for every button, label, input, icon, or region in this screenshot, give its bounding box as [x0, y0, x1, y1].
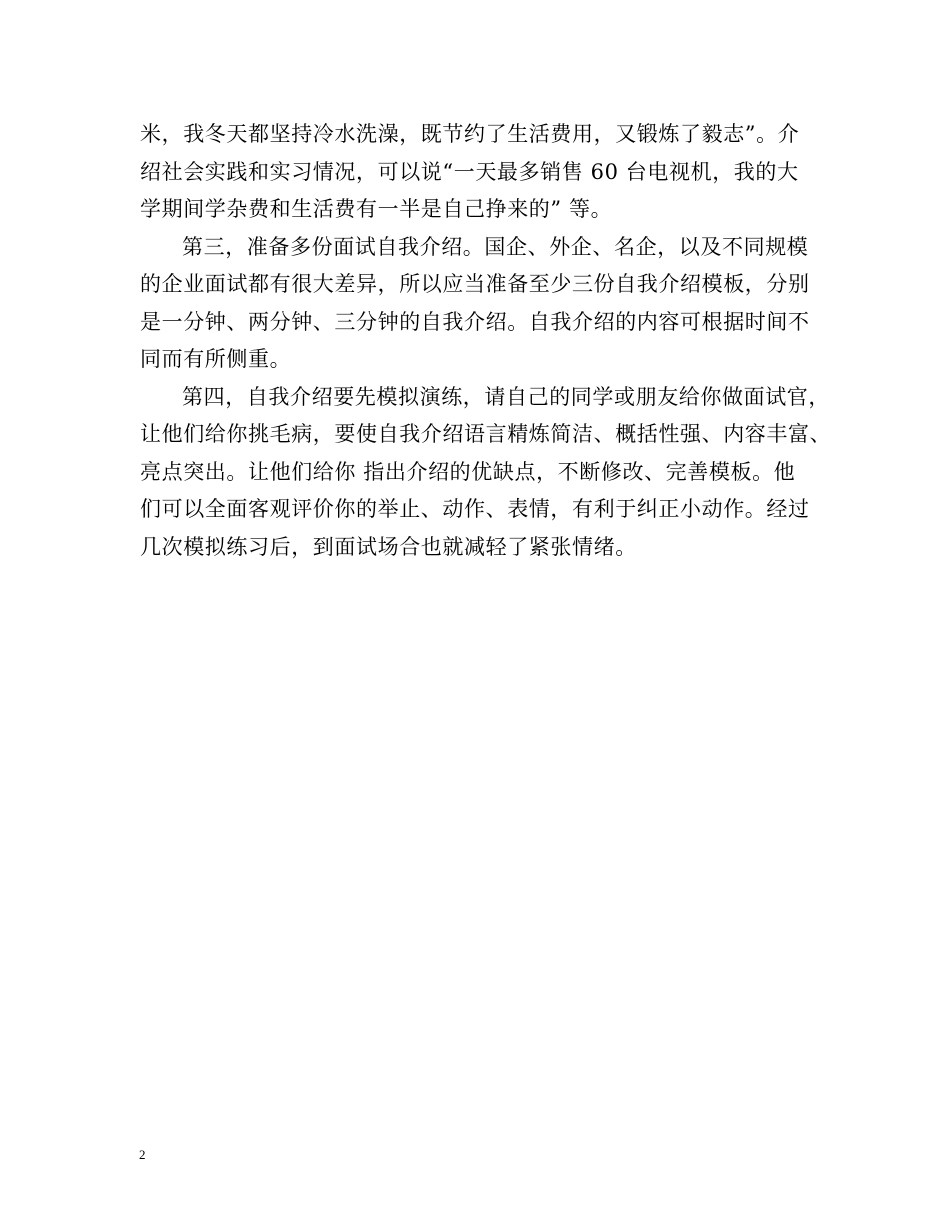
- text-line: 让他们给你挑毛病，要使自我介绍语言精炼简洁、概括性强、内容丰富、: [140, 422, 832, 446]
- text-line: 同而有所侧重。: [140, 347, 292, 371]
- text-line: 绍社会实践和实习情况，可以说“一天最多销售 60 台电视机，我的大: [140, 159, 799, 184]
- paragraph-start-line: 第三，准备多份面试自我介绍。国企、外企、名企，以及不同规模: [182, 234, 809, 259]
- text-line: 米，我冬天都坚持冷水洗澡，既节约了生活费用，又锻炼了毅志”。介: [140, 122, 800, 146]
- text-line: 学期间学杂费和生活费有一半是自己挣来的” 等。: [140, 197, 613, 221]
- document-body: [140, 116, 832, 566]
- text-line: 亮点突出。让他们给你 指出介绍的优缺点，不断修改、完善模板。他: [140, 459, 796, 484]
- text-line: 是一分钟、两分钟、三分钟的自我介绍。自我介绍的内容可根据时间不: [140, 309, 810, 334]
- text-line: 的企业面试都有很大差异，所以应当准备至少三份自我介绍模板，分别: [140, 272, 810, 296]
- paragraph-start-line: 第四，自我介绍要先模拟演练，请自己的同学或朋友给你做面试官，: [182, 384, 830, 409]
- text-line: 们可以全面客观评价你的举止、动作、表情，有利于纠正小动作。经过: [140, 497, 810, 521]
- page-number: 2: [139, 1147, 146, 1162]
- text-line: 几次模拟练习后，到面试场合也就减轻了紧张情绪。: [140, 534, 637, 559]
